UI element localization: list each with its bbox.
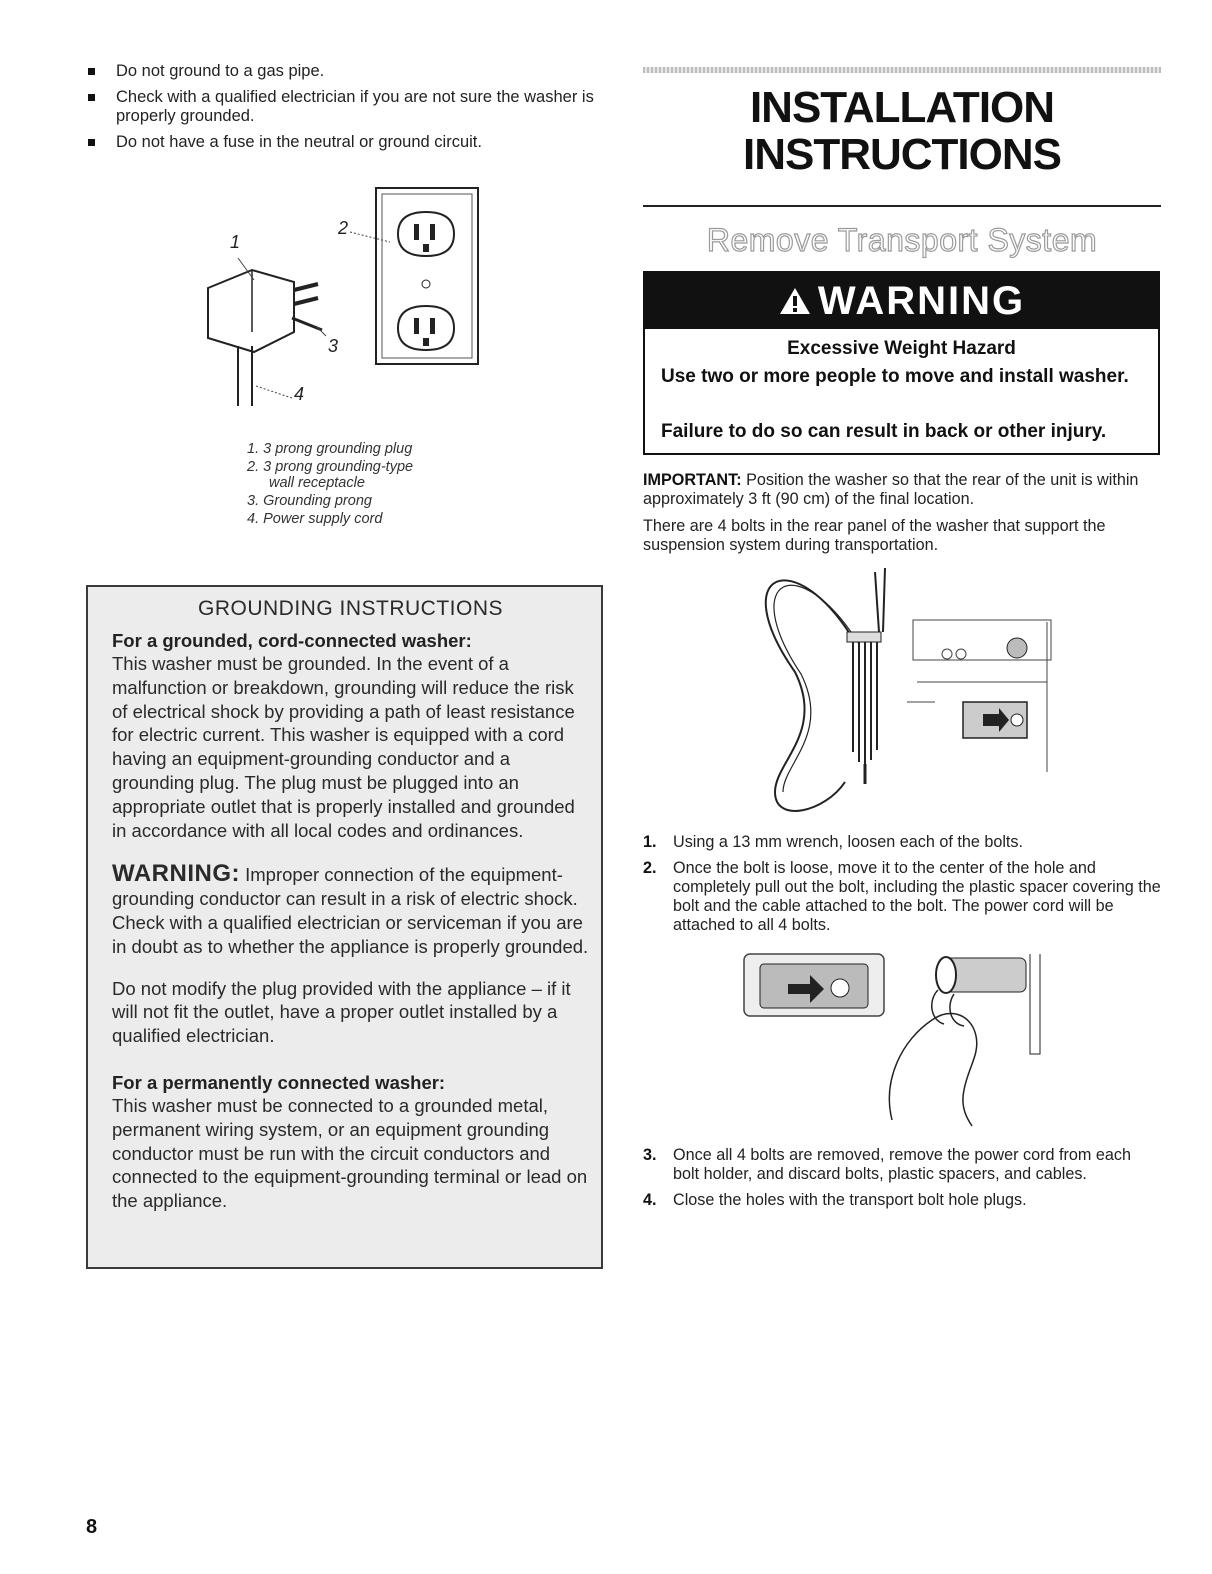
header-dotted-rule xyxy=(643,67,1161,73)
grounding-instructions-box xyxy=(86,585,603,1269)
step-text: Once the bolt is loose, move it to the center of the hole and completely pull out the bolt, including the plastic spacer covering the bolt and the cable attached to the bolt. The power cord will be attached to all 4 bolts. xyxy=(673,859,1161,934)
important-text: Position the washer so that the rear of the unit is within approximately 3 ft (90 cm) of the final location. xyxy=(643,471,1139,508)
weight-warning-box xyxy=(643,271,1160,455)
transport-bolt-illustration xyxy=(735,562,1057,824)
step-number: 2. xyxy=(643,859,657,877)
bullet-text: Do not ground to a gas pipe. xyxy=(116,62,325,80)
figure-label-2: 2 xyxy=(338,218,349,238)
title-divider xyxy=(643,205,1161,207)
caption-number: 4. xyxy=(247,511,260,527)
figure-label-3: 3 xyxy=(328,336,339,356)
step-number: 4. xyxy=(643,1191,657,1209)
important-note xyxy=(643,471,1161,509)
warning-consequence: Failure to do so can result in back or other injury. xyxy=(661,421,1107,442)
hazard-title: Excessive Weight Hazard xyxy=(787,338,1016,359)
bullet-text: Do not have a fuse in the neutral or ground circuit. xyxy=(116,133,482,151)
caption-text: Grounding prong xyxy=(263,493,372,509)
grounding-bullet-list xyxy=(86,62,606,159)
warning-triangle-icon xyxy=(778,286,812,316)
warning-text: Improper connection of the equipment-grounding conductor can result in a risk of electric shock. Check with a qualified electrician or serviceman if you are in doubt as to whether the appliance is properly grounded. xyxy=(112,864,589,957)
removal-steps-second xyxy=(643,1146,1161,1217)
page-title-line: INSTRUCTIONS xyxy=(743,130,1061,179)
figure-captions xyxy=(247,441,507,529)
bullet-square-icon xyxy=(88,68,95,75)
warning-paragraph xyxy=(112,862,589,958)
permanent-subheading: For a permanently connected washer: xyxy=(112,1071,446,1093)
caption-continuation: wall receptacle xyxy=(269,475,365,491)
list-item xyxy=(86,88,606,126)
cord-connected-paragraph: This washer must be grounded. In the event of a malfunction or breakdown, grounding will reduce the risk of electrical shock by providing a path of least resistance for electric current. This washer is equipped with a cord having an equipment-grounding conductor and a grounding plug. The plug must be plugged into an appropriate outlet that is properly installed and grounded in accordance with all local codes and ordinances. xyxy=(112,653,575,841)
grounding-box-title: GROUNDING INSTRUCTIONS xyxy=(198,597,503,620)
page-number: 8 xyxy=(86,1516,98,1538)
list-item xyxy=(86,62,606,81)
plug-receptacle-illustration xyxy=(200,186,490,422)
step-text: Using a 13 mm wrench, loosen each of the bolts. xyxy=(673,833,1024,851)
page-title-line: INSTALLATION xyxy=(749,83,1055,132)
step-item xyxy=(643,833,1161,852)
bolt-removal-hand-illustration xyxy=(742,950,1042,1130)
caption-number: 3. xyxy=(247,493,260,509)
bullet-square-icon xyxy=(88,94,95,101)
warning-banner-text: WARNING xyxy=(817,278,1026,323)
bullet-text: Check with a qualified electrician if you are not sure the washer is properly grounded. xyxy=(116,88,594,125)
removal-steps-first xyxy=(643,833,1161,942)
step-item xyxy=(643,859,1161,935)
caption-text: 3 prong grounding plug xyxy=(263,441,413,457)
step-text: Once all 4 bolts are removed, remove the power cord from each bolt holder, and discard bolts, plastic spacers, and cables. xyxy=(673,1146,1131,1183)
caption-item xyxy=(247,441,507,457)
step-text: Close the holes with the transport bolt hole plugs. xyxy=(673,1191,1027,1209)
permanent-paragraph: This washer must be connected to a grounded metal, permanent wiring system, or an equipment grounding conductor must be run with the circuit conductors and connected to the equipment-grounding terminal or lead on the appliance. xyxy=(112,1094,588,1212)
figure-label-1: 1 xyxy=(230,232,241,252)
bullet-square-icon xyxy=(88,139,95,146)
step-item xyxy=(643,1146,1161,1184)
caption-number: 2. xyxy=(247,459,260,475)
section-title: Remove Transport System xyxy=(706,222,1098,258)
caption-item xyxy=(247,459,507,491)
important-label: IMPORTANT: xyxy=(643,471,742,489)
caption-item xyxy=(247,493,507,509)
caption-text: Power supply cord xyxy=(263,511,383,527)
warning-instruction: Use two or more people to move and install washer. xyxy=(661,366,1129,387)
bolts-description: There are 4 bolts in the rear panel of the washer that support the suspension system during transportation. xyxy=(643,517,1106,554)
step-item xyxy=(643,1191,1161,1210)
warning-banner xyxy=(645,273,1158,329)
page-title xyxy=(643,84,1161,178)
plug-modify-paragraph: Do not modify the plug provided with the appliance – if it will not fit the outlet, have a proper outlet installed by a qualified electrician. xyxy=(112,977,571,1047)
warning-label: WARNING: xyxy=(112,860,240,888)
caption-number: 1. xyxy=(247,441,260,457)
list-item xyxy=(86,133,606,152)
cord-connected-subheading: For a grounded, cord-connected washer: xyxy=(112,630,472,651)
caption-item xyxy=(247,511,507,527)
caption-text: 3 prong grounding-type xyxy=(263,459,414,475)
figure-label-4: 4 xyxy=(294,384,305,404)
step-number: 1. xyxy=(643,833,657,851)
step-number: 3. xyxy=(643,1146,657,1164)
